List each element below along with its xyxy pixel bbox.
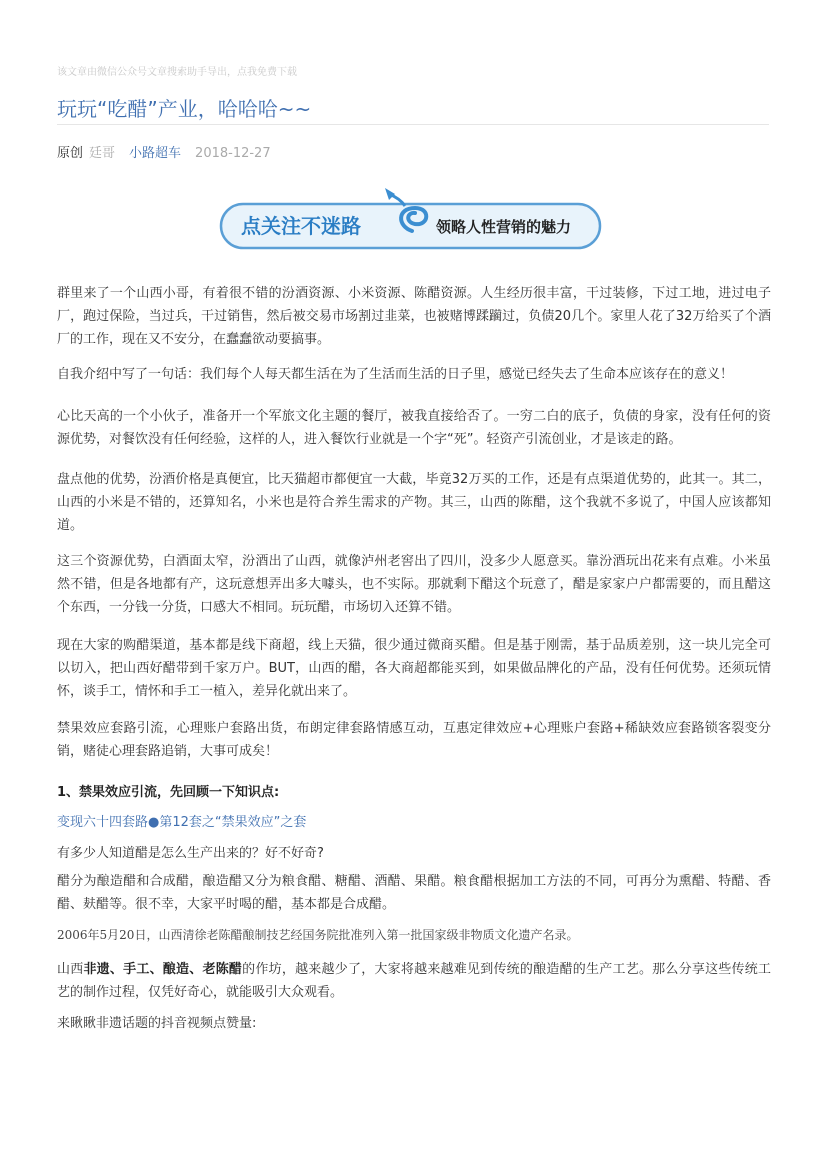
- paragraph-9: 2006年5月20日，山西清徐老陈醋酿制技艺经国务院批准列入第一批国家级非物质文化遗产名录。: [57, 928, 579, 942]
- paragraph-10: [57, 958, 771, 1004]
- original-tag: 原创: [57, 146, 84, 161]
- paragraph-8: 醋分为酿造醋和合成醋，酿造醋又分为粮食醋、糖醋、酒醋、果醋。粮食醋根据加工方法的不同，可再分为熏醋、特醋、香醋、麸醋等。很不幸，大家平时喝的醋，基本都是合成醋。: [57, 874, 771, 912]
- paragraph-2: 自我介绍中写了一句话：我们每个人每天都生活在为了生活而生活的日子里，感觉已经失去了生命本应该存在的意义！: [57, 367, 734, 382]
- p10-rest: 的作坊，越来越少了，大家将越来越难见到传统的酿造醋的生产工艺。那么分享这些传统工艺的制作过程，仅凭好奇心，就能吸引大众观看。: [57, 962, 771, 1000]
- banner-right-text: 领略人性营销的魅力: [436, 218, 572, 236]
- paragraph-3: 心比天高的一个小伙子，准备开一个军旅文化主题的餐厅，被我直接给否了。一穷二白的底子，负债的身家，没有任何的资源优势，对餐饮没有任何经验，这样的人，进入餐饮行业就是一个字“死”。轻资产引流创业，才是该走的路。: [57, 409, 771, 447]
- p10-prefix: 山西: [57, 962, 84, 977]
- p10-bold: 非遗、手工、酿造、老陈醋: [83, 962, 243, 977]
- follow-banner: [219, 186, 602, 250]
- section-heading-1: 1、禁果效应引流，先回顾一下知识点:: [57, 785, 280, 800]
- export-notice[interactable]: 该文章由微信公众号文章搜索助手导出，点我免费下载: [57, 67, 297, 78]
- account-link[interactable]: 小路超车: [129, 146, 182, 161]
- article-link[interactable]: 变现六十四套路●第12套之“禁果效应”之套: [57, 815, 307, 830]
- question-line: 有多少人知道醋是怎么生产出来的？好不好奇?: [57, 846, 324, 861]
- paragraph-5: 这三个资源优势，白酒面太窄，汾酒出了山西，就像泸州老窖出了四川，没多少人愿意买。靠汾酒玩出花来有点难。小米虽然不错，但是各地都有产，这玩意想弄出多大噱头，也不实际。那就剩下醋这个玩意了，醋是家家户户都需要的，而且醋这个东西，一分钱一分货，口感大不相同。玩玩醋，市场切入还算不错。: [57, 554, 771, 615]
- paragraph-6: 现在大家的购醋渠道，基本都是线下商超，线上天猫，很少通过微商买醋。但是基于刚需，基于品质差别，这一块儿完全可以切入，把山西好醋带到千家万户。BUT，山西的醋，各大商超都能买到，如果做品牌化的产品，没有任何优势。还须玩情怀，谈手工，情怀和手工一植入，差异化就出来了。: [57, 638, 771, 699]
- banner-left-text: 点关注不迷路: [241, 214, 361, 238]
- publish-date: 2018-12-27: [195, 146, 271, 161]
- article-title: 玩玩“吃醋”产业，哈哈哈~~: [57, 97, 312, 121]
- article-meta: [57, 142, 271, 161]
- paragraph-11: 来瞅瞅非遗话题的抖音视频点赞量:: [57, 1016, 257, 1031]
- paragraph-1: 群里来了一个山西小哥，有着很不错的汾酒资源、小米资源、陈醋资源。人生经历很丰富，干过装修，下过工地，进过电子厂，跑过保险，当过兵，干过销售，然后被交易市场割过韭菜，也被赌博蹂躏过，负债20几个。家里人花了32万给买了个酒厂的工作，现在又不安分，在蠢蠢欲动要搞事。: [57, 286, 771, 347]
- paragraph-7: 禁果效应套路引流，心理账户套路出货，布朗定律套路情感互动，互惠定律效应+心理账户套路+稀缺效应套路锁客裂变分销，赌徒心理套路追销，大事可成矣！: [57, 721, 771, 759]
- title-divider: [57, 124, 769, 125]
- paragraph-4: 盘点他的优势，汾酒价格是真便宜，比天猫超市都便宜一大截，毕竟32万买的工作，还是有点渠道优势的，此其一。其二，山西的小米是不错的，还算知名，小米也是符合养生需求的产物。其三，山西的陈醋，这个我就不多说了，中国人应该都知道。: [57, 472, 771, 533]
- author-name: 廷哥: [89, 146, 116, 161]
